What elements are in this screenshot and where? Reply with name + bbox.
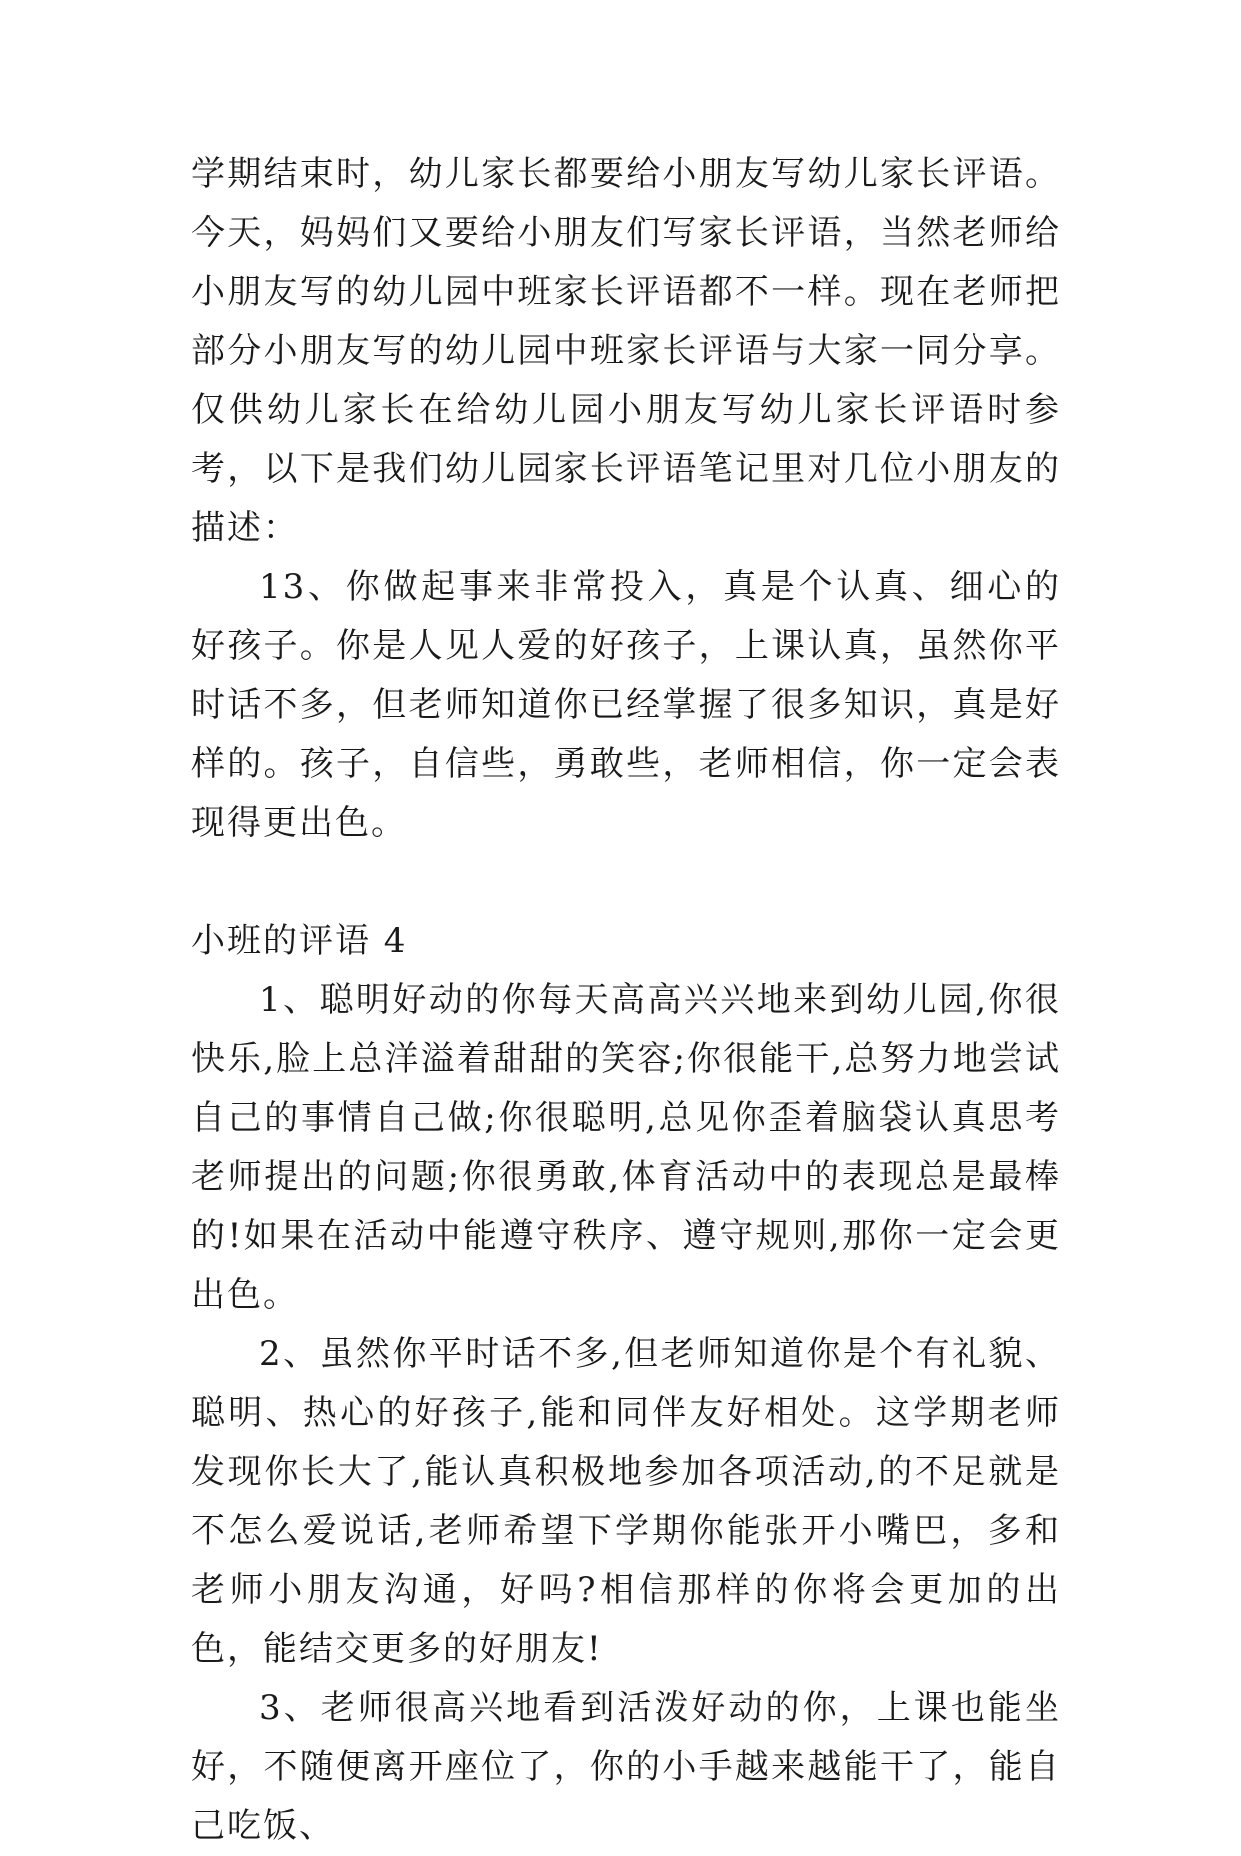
comment-item-2: 2、虽然你平时话不多,但老师知道你是个有礼貌、聪明、热心的好孩子,能和同伴友好相处。这学期老师发现你长大了,能认真积极地参加各项活动,的不足就是不怎么爱说话,老师希望下学期你能张开小嘴巴，多和老师小朋友沟通，好吗?相信那样的你将会更加的出色，能结交更多的好朋友! bbox=[191, 1334, 1061, 1669]
section-heading: 小班的评语 4 bbox=[191, 921, 408, 961]
comment-item-13: 13、你做起事来非常投入，真是个认真、细心的好孩子。你是人见人爱的好孩子，上课认真，虽然你平时话不多，但老师知道你已经掌握了很多知识，真是好样的。孩子，自信些，勇敢些，老师相信，你一定会表现得更出色。 bbox=[191, 567, 1061, 843]
comment-item-1: 1、聪明好动的你每天高高兴兴地来到幼儿园,你很快乐,脸上总洋溢着甜甜的笑容;你很能干,总努力地尝试自己的事情自己做;你很聪明,总见你歪着脑袋认真思考老师提出的问题;你很勇敢,体育活动中的表现总是最棒的!如果在活动中能遵守秩序、遵守规则,那你一定会更出色。 bbox=[191, 980, 1061, 1315]
document-body bbox=[191, 145, 1061, 1856]
comment-item-3: 3、老师很高兴地看到活泼好动的你，上课也能坐好，不随便离开座位了，你的小手越来越能干了，能自己吃饭、 bbox=[191, 1688, 1061, 1846]
intro-paragraph: 学期结束时，幼儿家长都要给小朋友写幼儿家长评语。今天，妈妈们又要给小朋友们写家长评语，当然老师给小朋友写的幼儿园中班家长评语都不一样。现在老师把部分小朋友写的幼儿园中班家长评语与大家一同分享。仅供幼儿家长在给幼儿园小朋友写幼儿家长评语时参考，以下是我们幼儿园家长评语笔记里对几位小朋友的描述： bbox=[191, 154, 1061, 548]
section-spacer bbox=[191, 853, 1061, 912]
